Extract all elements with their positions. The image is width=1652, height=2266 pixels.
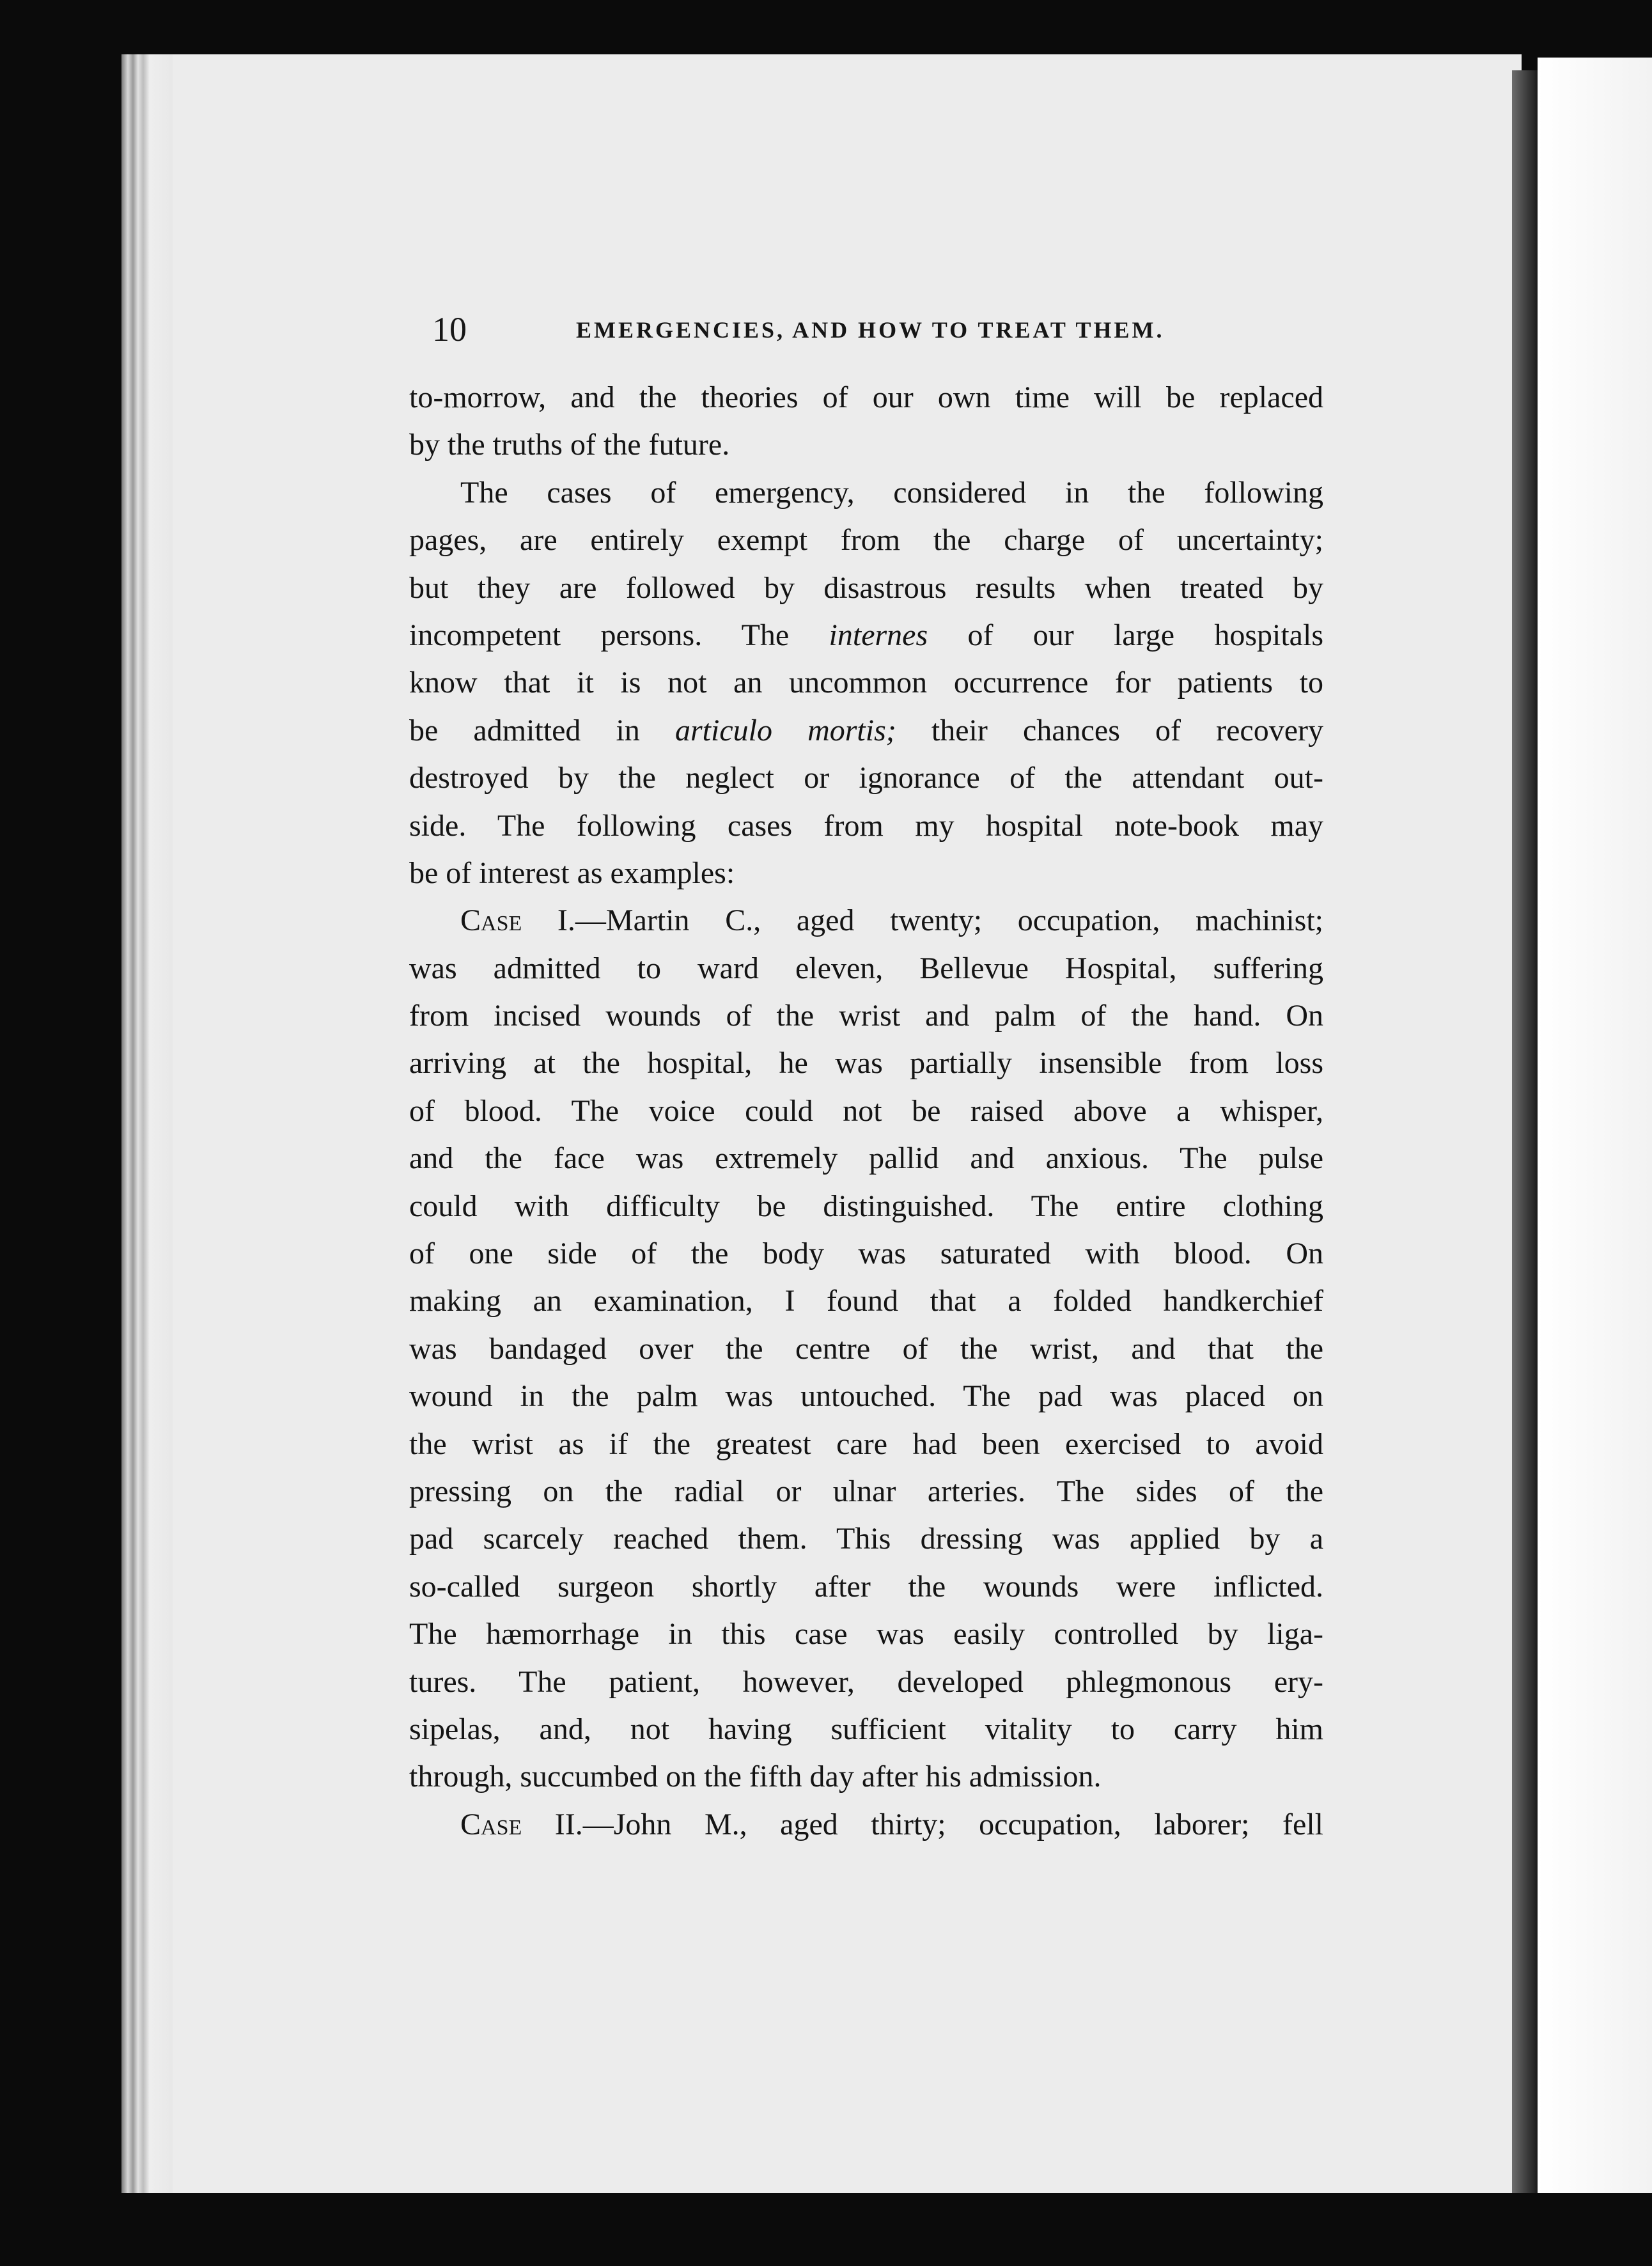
text-line: pressing on the radial or ulnar arteries. The sides of the — [409, 1474, 1323, 1508]
text-run: II.—John M., aged thirty; occupation, laborer; fell — [522, 1807, 1323, 1841]
text-line: could with difficulty be distinguished. The entire clothing — [409, 1189, 1323, 1223]
text-line: The hæmorrhage in this case was easily controlled by liga- — [409, 1617, 1323, 1652]
text-line: know that it is not an uncommon occurrence for patients to — [409, 666, 1323, 700]
text-line: side. The following cases from my hospital note-book may — [409, 808, 1323, 843]
text-line — [409, 1801, 1323, 1848]
gutter-shadow — [1512, 70, 1538, 2193]
text-line — [409, 897, 1323, 944]
text-line: pages, are entirely exempt from the charge of uncertainty; — [409, 523, 1323, 558]
text-line: destroyed by the neglect or ignorance of the attendant out- — [409, 761, 1323, 795]
italic-term: articulo mortis; — [674, 713, 896, 747]
text-line: pad scarcely reached them. This dressing was applied by a — [409, 1522, 1323, 1556]
text-line: was admitted to ward eleven, Bellevue Hospital, suffering — [409, 951, 1323, 985]
text-line — [409, 707, 1323, 754]
case-label: Case — [460, 1807, 522, 1841]
running-head — [432, 307, 1188, 352]
text-run: their chances of recovery — [896, 713, 1323, 747]
text-line: be of interest as examples: — [409, 856, 735, 890]
book-page-edges — [121, 54, 179, 2193]
text-line: sipelas, and, not having sufficient vitality to carry him — [409, 1712, 1323, 1746]
text-line: making an examination, I found that a folded handkerchief — [409, 1284, 1323, 1318]
text-line: was bandaged over the centre of the wrist, and that the — [409, 1331, 1323, 1366]
text-run: I.—Martin C., aged twenty; occupation, machinist; — [522, 903, 1323, 938]
running-title: EMERGENCIES, AND HOW TO TREAT THEM. — [576, 317, 1165, 343]
text-run: incompetent persons. The — [409, 618, 829, 652]
text-line — [409, 612, 1323, 659]
text-line: and the face was extremely pallid and anxious. The pulse — [409, 1141, 1323, 1176]
facing-page — [1538, 58, 1652, 2193]
text-line: to-morrow, and the theories of our own time will be replaced — [409, 380, 1323, 414]
text-line: but they are followed by disastrous results when treated by — [409, 570, 1323, 605]
page-number: 10 — [432, 310, 467, 348]
text-run: of our large hospitals — [928, 618, 1323, 652]
italic-term: internes — [829, 618, 928, 652]
text-line: through, succumbed on the fifth day after his admission. — [409, 1760, 1102, 1794]
body-text — [409, 374, 1323, 1848]
text-line: tures. The patient, however, developed phlegmonous ery- — [409, 1664, 1323, 1699]
text-line: from incised wounds of the wrist and palm of the hand. On — [409, 999, 1323, 1033]
text-line: the wrist as if the greatest care had been exercised to avoid — [409, 1426, 1323, 1461]
text-line: of blood. The voice could not be raised above a whisper, — [409, 1093, 1323, 1128]
text-run: be admitted in — [409, 713, 675, 747]
text-line: arriving at the hospital, he was partially insensible from loss — [409, 1046, 1323, 1081]
text-line: The cases of emergency, considered in the following — [460, 475, 1323, 510]
text-line: so-called surgeon shortly after the wounds were inflicted. — [409, 1569, 1323, 1604]
text-line: of one side of the body was saturated with blood. On — [409, 1237, 1323, 1271]
text-line: wound in the palm was untouched. The pad was placed on — [409, 1379, 1323, 1414]
case-label: Case — [460, 903, 522, 938]
text-line: by the truths of the future. — [409, 428, 730, 462]
